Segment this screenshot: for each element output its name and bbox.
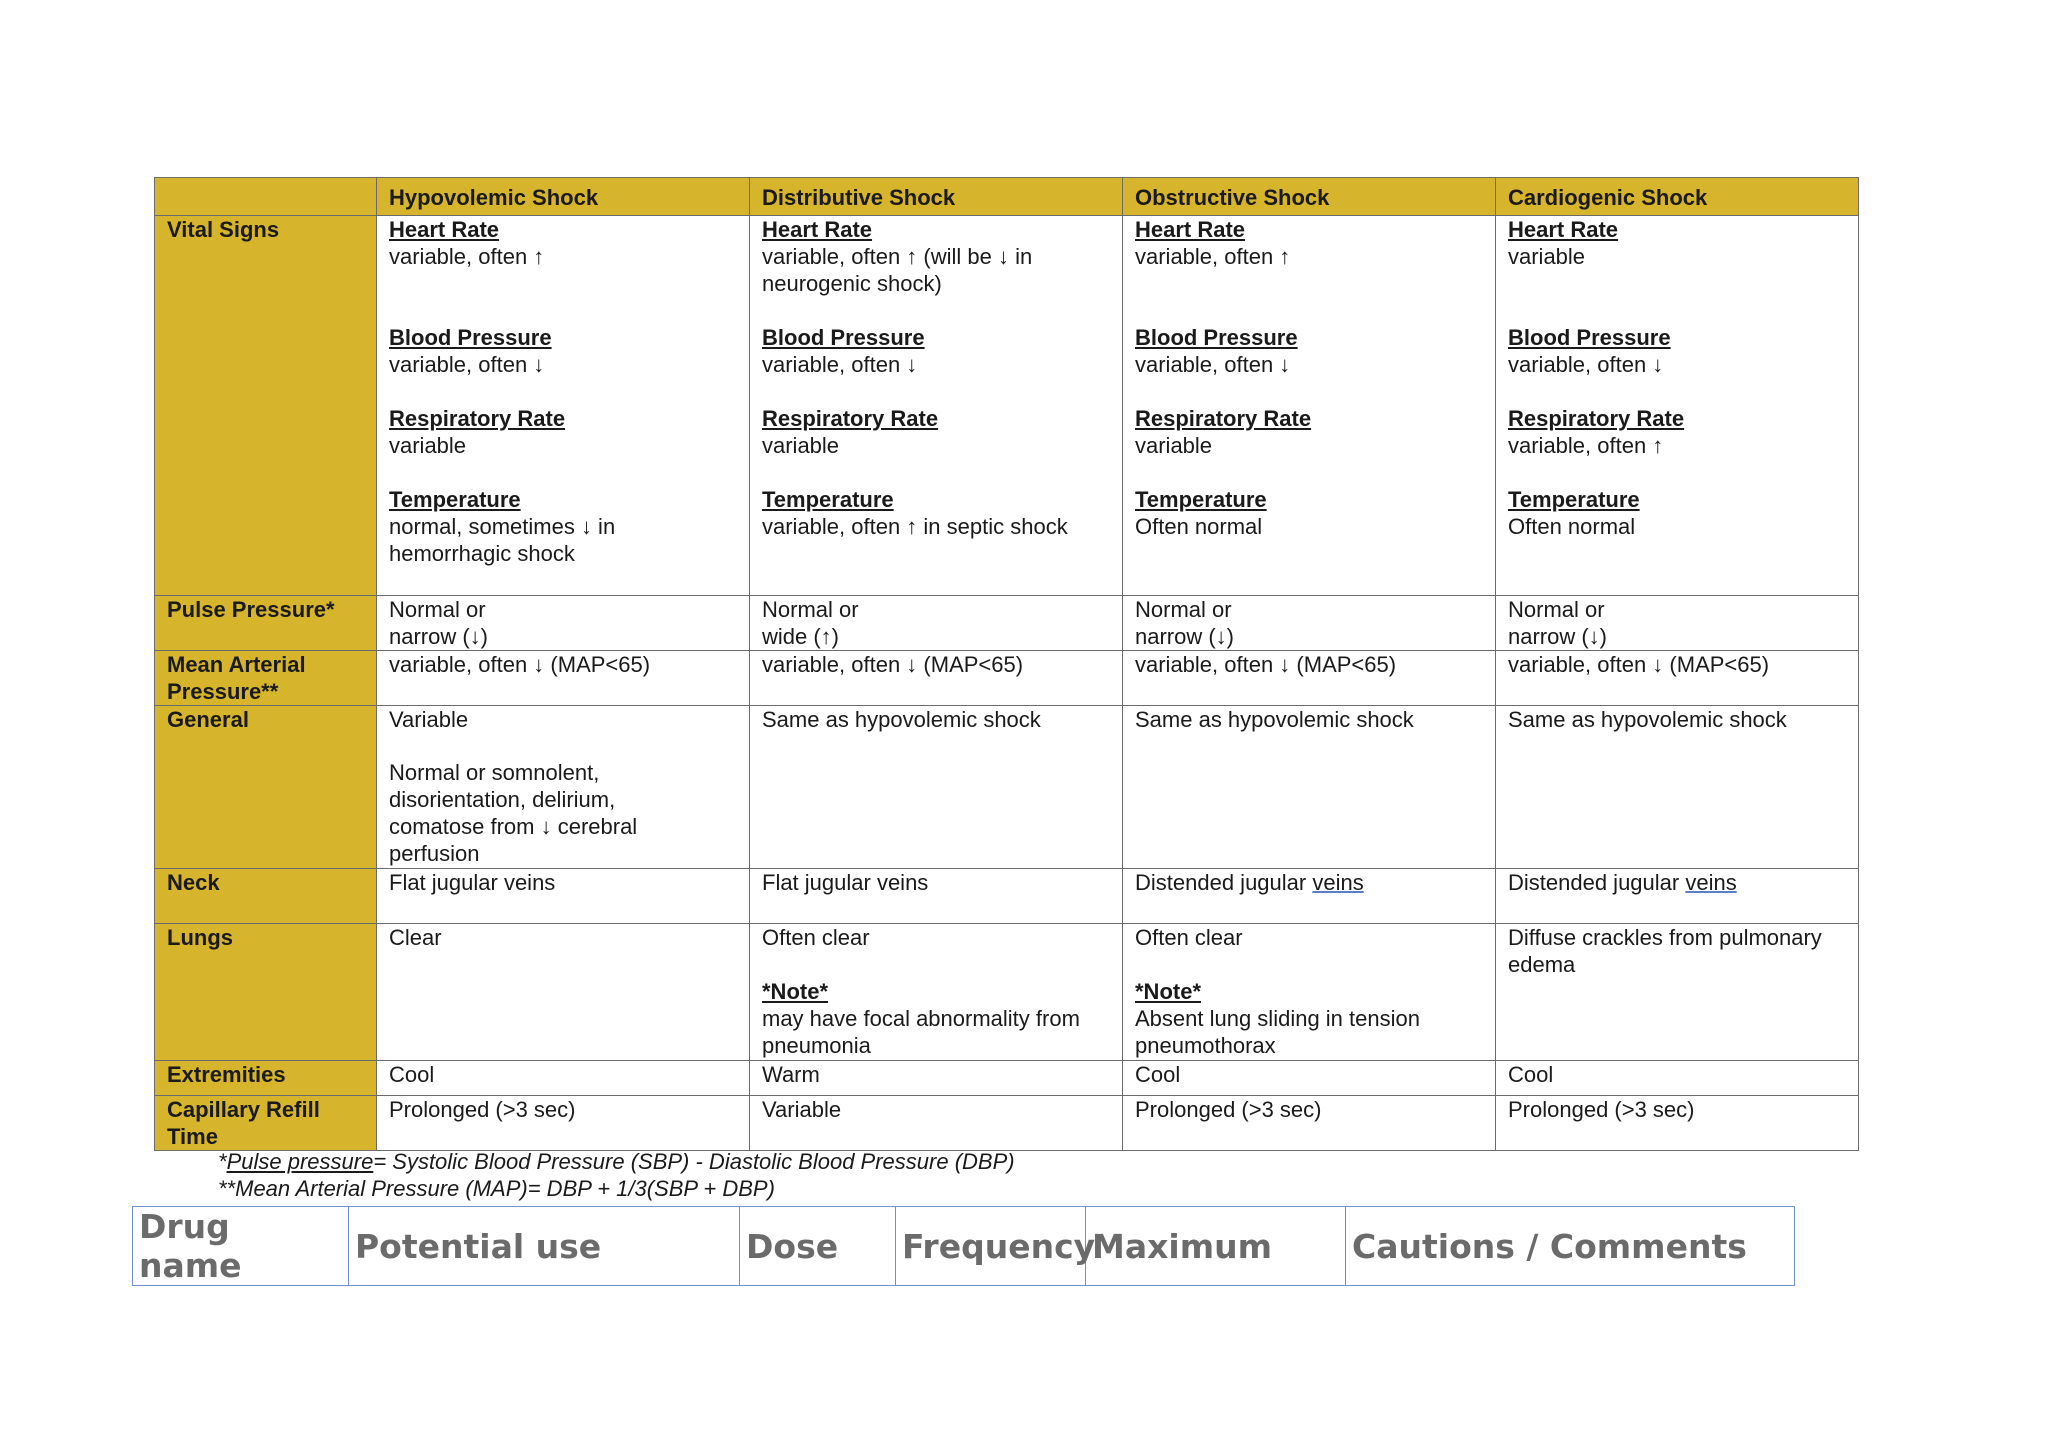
blood-pressure-heading: Blood Pressure bbox=[389, 325, 552, 350]
cell-line: variable, often ↑ (will be ↓ in bbox=[762, 244, 1033, 269]
cell-line: Capillary Refill bbox=[167, 1097, 320, 1122]
drug-table bbox=[132, 1206, 1795, 1286]
header-hypovolemic: Hypovolemic Shock bbox=[377, 178, 750, 216]
cell-lungs-hypovolemic: Clear bbox=[377, 924, 750, 1061]
cell-vitals-distributive bbox=[750, 216, 1123, 596]
row-label-lungs: Lungs bbox=[155, 924, 377, 1061]
cell-line: pneumothorax bbox=[1135, 1033, 1276, 1058]
note-heading: *Note* bbox=[1135, 979, 1202, 1004]
respiratory-rate-heading: Respiratory Rate bbox=[1508, 406, 1685, 431]
cell-ext-obstructive: Cool bbox=[1123, 1061, 1496, 1096]
cell-line: variable, often ↑ in septic shock bbox=[762, 514, 1068, 539]
heart-rate-heading: Heart Rate bbox=[1135, 217, 1246, 242]
cell-neck-obstructive bbox=[1123, 869, 1496, 924]
cell-lungs-distributive bbox=[750, 924, 1123, 1061]
cell-vitals-cardiogenic bbox=[1496, 216, 1859, 596]
respiratory-rate-heading: Respiratory Rate bbox=[1135, 406, 1312, 431]
cell-map-hypovolemic: variable, often ↓ (MAP<65) bbox=[377, 651, 750, 706]
cell-line: Often clear bbox=[1135, 925, 1243, 950]
cell-line: Variable bbox=[389, 707, 469, 732]
cell-line: variable, often ↓ bbox=[1135, 352, 1291, 377]
temperature-heading: Temperature bbox=[1135, 487, 1267, 512]
respiratory-rate-heading: Respiratory Rate bbox=[762, 406, 939, 431]
cell-line: Normal or bbox=[389, 597, 486, 622]
cell-line: Mean Arterial bbox=[167, 652, 306, 677]
respiratory-rate-heading: Respiratory Rate bbox=[389, 406, 566, 431]
cell-neck-cardiogenic bbox=[1496, 869, 1859, 924]
cell-crt-distributive: Variable bbox=[750, 1096, 1123, 1151]
table-footnotes bbox=[218, 1148, 1015, 1202]
cell-line: variable bbox=[389, 433, 467, 458]
blood-pressure-heading: Blood Pressure bbox=[1508, 325, 1671, 350]
cell-text: Distended jugular bbox=[1135, 870, 1313, 895]
cell-crt-cardiogenic: Prolonged (>3 sec) bbox=[1496, 1096, 1859, 1151]
cell-ext-hypovolemic: Cool bbox=[377, 1061, 750, 1096]
cell-line: variable, often ↑ bbox=[389, 244, 545, 269]
cell-crt-hypovolemic: Prolonged (>3 sec) bbox=[377, 1096, 750, 1151]
table-row-lungs bbox=[155, 924, 1859, 1061]
cell-line: Normal or bbox=[1135, 597, 1232, 622]
row-label-capillary-refill bbox=[155, 1096, 377, 1151]
temperature-heading: Temperature bbox=[762, 487, 894, 512]
note-heading: *Note* bbox=[762, 979, 829, 1004]
cell-line: may have focal abnormality from bbox=[762, 1006, 1080, 1031]
cell-line: Diffuse crackles from pulmonary bbox=[1508, 925, 1822, 950]
cell-text: Distended jugular bbox=[1508, 870, 1686, 895]
row-label-neck: Neck bbox=[155, 869, 377, 924]
cell-map-distributive: variable, often ↓ (MAP<65) bbox=[750, 651, 1123, 706]
table-row-vital-signs bbox=[155, 216, 1859, 596]
cell-general-distributive: Same as hypovolemic shock bbox=[750, 706, 1123, 869]
cell-line: variable bbox=[1508, 244, 1586, 269]
cell-line: Often clear bbox=[762, 925, 870, 950]
cell-line: variable, often ↑ bbox=[1508, 433, 1664, 458]
cell-line: narrow (↓) bbox=[389, 624, 489, 649]
heart-rate-heading: Heart Rate bbox=[389, 217, 500, 242]
footnote-term: Pulse pressure bbox=[226, 1149, 374, 1174]
blood-pressure-heading: Blood Pressure bbox=[1135, 325, 1298, 350]
drug-header-name: Drug name bbox=[133, 1207, 349, 1286]
temperature-heading: Temperature bbox=[389, 487, 521, 512]
footnote-text: = Systolic Blood Pressure (SBP) - Diastolic Blood Pressure (DBP) bbox=[373, 1149, 1015, 1174]
spellcheck-word: veins bbox=[1685, 870, 1737, 895]
row-label-general: General bbox=[155, 706, 377, 869]
table-row-general bbox=[155, 706, 1859, 869]
table-row-pulse-pressure bbox=[155, 596, 1859, 651]
cell-general-hypovolemic bbox=[377, 706, 750, 869]
drug-table-header-row bbox=[133, 1207, 1795, 1286]
cell-lungs-obstructive bbox=[1123, 924, 1496, 1061]
cell-line: variable bbox=[762, 433, 840, 458]
cell-pp-obstructive bbox=[1123, 596, 1496, 651]
temperature-heading: Temperature bbox=[1508, 487, 1640, 512]
row-label-vital-signs bbox=[155, 216, 377, 596]
footnote-marker: * bbox=[218, 1149, 227, 1174]
cell-line: Normal or bbox=[762, 597, 859, 622]
cell-line: perfusion bbox=[389, 841, 480, 866]
cell-general-cardiogenic: Same as hypovolemic shock bbox=[1496, 706, 1859, 869]
table-row-capillary-refill bbox=[155, 1096, 1859, 1151]
table-row-neck bbox=[155, 869, 1859, 924]
blood-pressure-heading: Blood Pressure bbox=[762, 325, 925, 350]
cell-line: variable bbox=[1135, 433, 1213, 458]
cell-line: variable, often ↓ bbox=[389, 352, 545, 377]
cell-general-obstructive: Same as hypovolemic shock bbox=[1123, 706, 1496, 869]
cell-line: narrow (↓) bbox=[1508, 624, 1608, 649]
cell-neck-distributive: Flat jugular veins bbox=[750, 869, 1123, 924]
drug-header-dose: Dose bbox=[740, 1207, 896, 1286]
header-corner bbox=[155, 178, 377, 216]
cell-lungs-cardiogenic bbox=[1496, 924, 1859, 1061]
cell-line: variable, often ↓ bbox=[762, 352, 918, 377]
cell-neck-hypovolemic: Flat jugular veins bbox=[377, 869, 750, 924]
row-label-pulse-pressure: Pulse Pressure* bbox=[155, 596, 377, 651]
cell-line: Often normal bbox=[1508, 514, 1636, 539]
table-row-map bbox=[155, 651, 1859, 706]
drug-header-frequency: Frequency bbox=[896, 1207, 1086, 1286]
cell-vitals-hypovolemic bbox=[377, 216, 750, 596]
cell-line: hemorrhagic shock bbox=[389, 541, 575, 566]
cell-map-obstructive: variable, often ↓ (MAP<65) bbox=[1123, 651, 1496, 706]
cell-line: normal, sometimes ↓ in bbox=[389, 514, 616, 539]
cell-crt-obstructive: Prolonged (>3 sec) bbox=[1123, 1096, 1496, 1151]
heart-rate-heading: Heart Rate bbox=[1508, 217, 1619, 242]
cell-line: edema bbox=[1508, 952, 1576, 977]
cell-ext-distributive: Warm bbox=[750, 1061, 1123, 1096]
drug-header-maximum: Maximum bbox=[1086, 1207, 1346, 1286]
cell-line: comatose from ↓ cerebral bbox=[389, 814, 638, 839]
cell-line: pneumonia bbox=[762, 1033, 871, 1058]
cell-line: variable, often ↑ bbox=[1135, 244, 1291, 269]
header-cardiogenic: Cardiogenic Shock bbox=[1496, 178, 1859, 216]
cell-line: neurogenic shock) bbox=[762, 271, 942, 296]
footnote-pulse-pressure bbox=[218, 1148, 1015, 1175]
header-obstructive: Obstructive Shock bbox=[1123, 178, 1496, 216]
cell-vitals-obstructive bbox=[1123, 216, 1496, 596]
table-row-extremities bbox=[155, 1061, 1859, 1096]
cell-line: Absent lung sliding in tension bbox=[1135, 1006, 1420, 1031]
cell-line: Pressure** bbox=[167, 679, 279, 704]
footnote-map: **Mean Arterial Pressure (MAP)= DBP + 1/3(SBP + DBP) bbox=[218, 1176, 775, 1201]
cell-line: Often normal bbox=[1135, 514, 1263, 539]
cell-map-cardiogenic: variable, often ↓ (MAP<65) bbox=[1496, 651, 1859, 706]
cell-line: wide (↑) bbox=[762, 624, 840, 649]
cell-line: disorientation, delirium, bbox=[389, 787, 616, 812]
cell-pp-hypovolemic bbox=[377, 596, 750, 651]
row-label-extremities: Extremities bbox=[155, 1061, 377, 1096]
cell-ext-cardiogenic: Cool bbox=[1496, 1061, 1859, 1096]
cell-line: narrow (↓) bbox=[1135, 624, 1235, 649]
cell-pp-distributive bbox=[750, 596, 1123, 651]
heart-rate-heading: Heart Rate bbox=[762, 217, 873, 242]
cell-line: Time bbox=[167, 1124, 218, 1149]
drug-header-cautions: Cautions / Comments bbox=[1346, 1207, 1795, 1286]
cell-line: Normal or bbox=[1508, 597, 1605, 622]
cell-line: Normal or somnolent, bbox=[389, 760, 600, 785]
cell-line: variable, often ↓ bbox=[1508, 352, 1664, 377]
cell-pp-cardiogenic bbox=[1496, 596, 1859, 651]
spellcheck-word: veins bbox=[1312, 870, 1364, 895]
row-label-map bbox=[155, 651, 377, 706]
row-label-text: Vital Signs bbox=[167, 217, 280, 242]
header-distributive: Distributive Shock bbox=[750, 178, 1123, 216]
drug-header-potential-use: Potential use bbox=[349, 1207, 740, 1286]
table-header-row bbox=[155, 178, 1859, 216]
shock-comparison-table bbox=[154, 177, 1859, 1151]
